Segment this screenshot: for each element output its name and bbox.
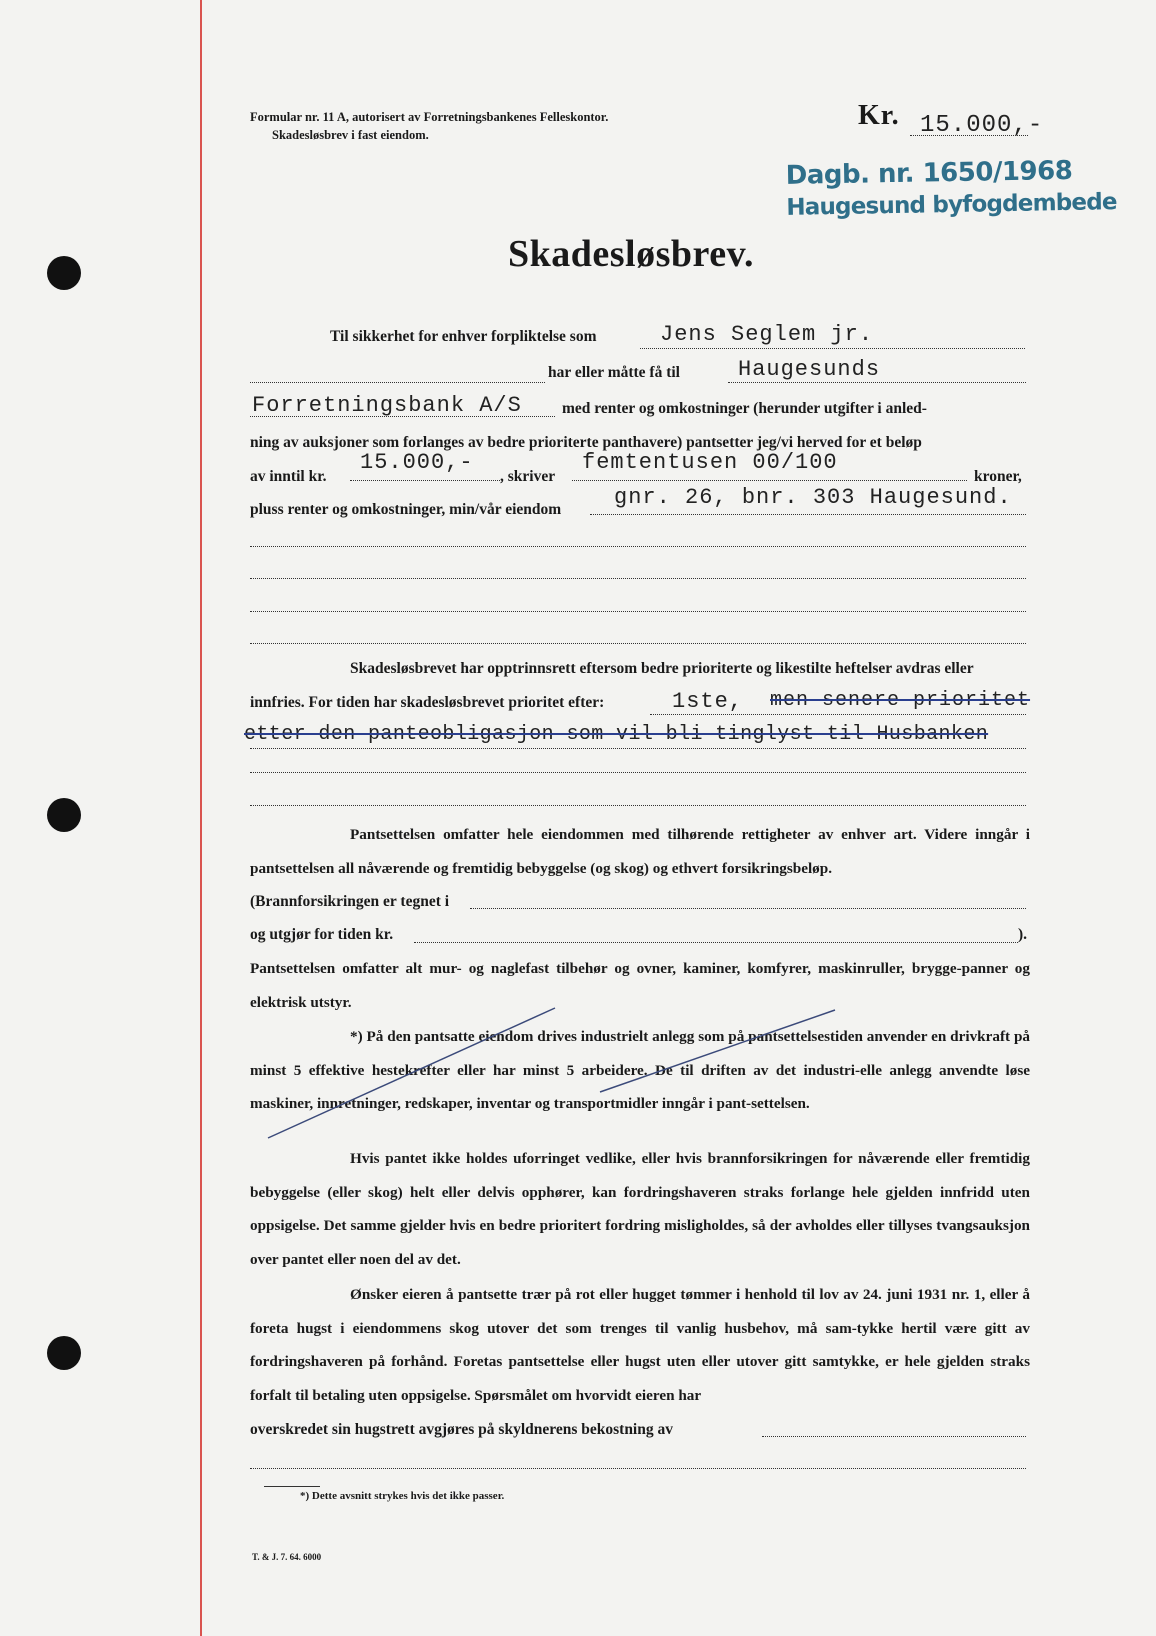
form-line-5-suffix: kroner,: [974, 468, 1022, 485]
creditor-part-1: Haugesunds: [738, 357, 881, 382]
struck-text-2: etter den panteobligasjon som vil bli tinglyst til Husbanken: [244, 723, 989, 746]
cross-out-stroke-1: [268, 1008, 555, 1138]
forestry-end-line: overskredet sin hugstrett avgjøres på skyldnerens bekostning av: [250, 1421, 673, 1438]
page-title: Skadesløsbrev.: [508, 233, 754, 275]
form-line-1: Formular nr. 11 A, autorisert av Forretningsbankenes Felleskontor.: [250, 110, 609, 124]
form-line-2: Skadesløsbrev i fast eiendom.: [272, 128, 429, 142]
form-line-2-text: har eller måtte få til: [548, 364, 680, 381]
footnote-divider: [264, 1486, 320, 1487]
footnote: *) Dette avsnitt strykes hvis det ikke passer.: [300, 1490, 505, 1502]
property-description: gnr. 26, bnr. 303 Haugesund.: [614, 485, 1012, 510]
priority-text-2: innfries. For tiden har skadesløsbrevet prioritet efter:: [250, 694, 605, 711]
amount-in-words: femtentusen 00/100: [582, 450, 838, 475]
form-line-5-prefix: av inntil kr.: [250, 468, 327, 485]
kr-amount: 15.000,-: [920, 112, 1044, 139]
amount-value: 15.000,-: [360, 450, 474, 475]
form-line-4-text: ning av auksjoner som forlanges av bedre prioriterte panthavere) pantsetter jeg/vi herved for et beløp: [250, 434, 922, 451]
paragraph-pantsettelsen: Pantsettelsen omfatter hele eiendommen med tilhørende rettigheter av enhver art. Videre inngår i pantsettelsen all nåværende og fremtidig bebyggelse (og skog) og ethvert forsikringsbeløp.: [250, 826, 1030, 877]
kr-label: Kr.: [858, 100, 900, 131]
stamp-line-1: Dagb. nr. 1650/1968: [785, 155, 1073, 191]
priority-text-1: Skadesløsbrevet har opptrinnsrett eftersom bedre prioriterte og likestilte heftelser avdras eller: [350, 660, 974, 677]
form-line-1-prefix: Til sikkerhet for enhver forpliktelse som: [330, 328, 597, 345]
printer-mark: T. & J. 7. 64. 6000: [252, 1552, 322, 1562]
debtor-name: Jens Seglem jr.: [660, 322, 874, 347]
paragraph-maintenance: Hvis pantet ikke holdes uforringet vedlike, eller hvis brannforsikringen for nåværende eller fremtidig bebyggelse (eller skog) helt eller delvis opphører, kan fordringshaveren straks forlange hele gjelden innfridd uten oppsigelse. Det samme gjelder hvis en bedre prioritert fordring misligholdes, så der avholdes eller tillyses tvangsauksjon over pantet eller noen del av det.: [250, 1150, 1030, 1268]
form-line-5-mid: , skriver: [500, 468, 556, 485]
stamp-line-2: Haugesund byfogdembede: [786, 189, 1117, 221]
insurance-amount-end: ).: [1018, 926, 1028, 943]
insurance-amount-line: og utgjør for tiden kr.: [250, 926, 394, 943]
cross-out-stroke-2: [600, 1010, 835, 1092]
form-line-3-text: med renter og omkostninger (herunder utgifter i anled-: [562, 400, 927, 417]
priority-rank: 1ste,: [672, 689, 744, 714]
paragraph-fixtures: Pantsettelsen omfatter alt mur- og naglefast tilbehør og ovner, kaminer, komfyrer, maskinruller, brygge-panner og elektrisk utstyr.: [250, 960, 1030, 1011]
struck-text-1: men senere prioritet: [770, 689, 1031, 712]
form-line-6-prefix: pluss renter og omkostninger, min/vår eiendom: [250, 501, 562, 518]
creditor-part-2: Forretningsbank A/S: [252, 393, 522, 418]
paragraph-forestry: Ønsker eieren å pantsette trær på rot eller hugget tømmer i henhold til lov av 24. juni 1931 nr. 1, eller å foreta hugst i eiendommens skog utover det som trenges til vanlig husbehov, må sam-tykke hertil være gitt av fordringshaveren på forhånd. Foretas pantsettelse eller hugst uten eller utover gitt samtykke, er hele gjelden straks forfalt til betaling uten oppsigelse. Spørsmålet om hvorvidt eieren har: [250, 1286, 1030, 1404]
fire-insurance-line: (Brannforsikringen er tegnet i: [250, 893, 450, 910]
paragraph-industrial: *) På den pantsatte eiendom drives industrielt anlegg som på pantsettelsestiden anvender en drivkraft på minst 5 effektive hestekrefter eller har minst 5 arbeidere. De til driften av det industri-elle anlegg anvendte løse maskiner, innretninger, redskaper, inventar og transportmidler inngår i pant-settelsen.: [250, 1028, 1030, 1112]
